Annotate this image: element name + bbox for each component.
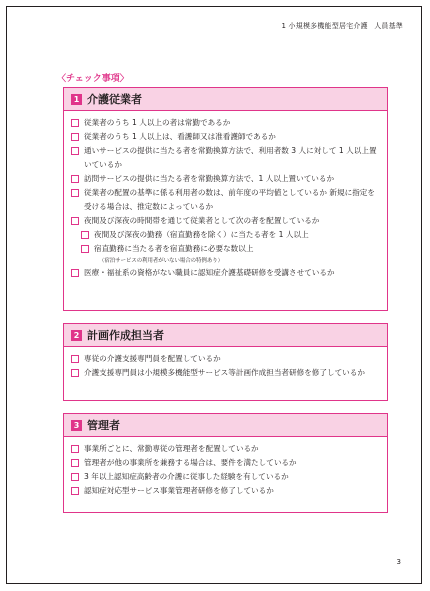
- checklist-item-text: 従業者のうち 1 人以上の者は常勤であるか: [84, 118, 231, 127]
- checklist-item: [71, 366, 381, 380]
- checklist-item: [71, 172, 381, 186]
- section-care-planner: [63, 323, 388, 401]
- document-page: [6, 6, 422, 584]
- section-title-text: 計画作成担当者: [87, 329, 164, 342]
- checklist-item-text: 医療・福祉系の資格がない職員に認知症介護基礎研修を受講させているか: [84, 268, 335, 277]
- checklist-item: [71, 186, 381, 214]
- checklist: [64, 437, 387, 502]
- checklist-item-text: 通いサービスの提供に当たる者を常勤換算方法で、利用者数 3 人に対して 1 人以上置いているか: [84, 146, 377, 169]
- section-number-badge: 1: [71, 94, 82, 105]
- checklist-item: [71, 116, 381, 130]
- section-number-badge: 3: [71, 420, 82, 431]
- checklist-item: [71, 484, 381, 498]
- checklist-item-text: 訪問サービスの提供に当たる者を常勤換算方法で、1 人以上置いているか: [84, 174, 335, 183]
- checklist-item-text: 3 年以上認知症高齢者の介護に従事した経験を有しているか: [84, 472, 289, 481]
- checkbox-icon[interactable]: [71, 147, 79, 155]
- checklist-item: [71, 442, 381, 456]
- header-chapter: 1 小規模多機能型居宅介護: [281, 22, 368, 30]
- checklist-item: [71, 470, 381, 484]
- checkbox-icon[interactable]: [71, 459, 79, 467]
- checklist-item: [71, 130, 381, 144]
- check-items-heading: 〈チェック事項〉: [57, 74, 129, 84]
- checkbox-icon[interactable]: [71, 487, 79, 495]
- page-number: 3: [396, 558, 401, 566]
- checklist-item-text: 夜間及び深夜の時間帯を通じて従業者として次の者を配置しているか: [84, 216, 320, 225]
- checklist-item-text: 管理者が他の事業所を兼務する場合は、要件を満たしているか: [84, 458, 297, 467]
- checkbox-icon[interactable]: [71, 369, 79, 377]
- checkbox-icon[interactable]: [71, 189, 79, 197]
- checklist-item-text: 事業所ごとに、常勤専従の管理者を配置しているか: [84, 444, 259, 453]
- checklist-item: [71, 456, 381, 470]
- checkbox-icon[interactable]: [71, 355, 79, 363]
- checklist-note: （宿泊サービスの利用者がいない場合の特例あり）: [99, 258, 223, 264]
- checklist-item-text: 従業者のうち 1 人以上は、看護師又は准看護師であるか: [84, 132, 276, 141]
- section-title: [64, 88, 387, 111]
- checklist-item: [71, 144, 381, 172]
- checklist-subitem: [71, 242, 381, 256]
- header-topic: 人員基準: [374, 22, 403, 30]
- checkbox-icon[interactable]: [81, 231, 89, 239]
- checklist-item-text: 認知症対応型サービス事業管理者研修を修了しているか: [84, 486, 274, 495]
- section-title-text: 管理者: [87, 419, 120, 432]
- checklist-subitem: [71, 228, 381, 242]
- checklist-item: [71, 266, 381, 280]
- checklist: [64, 111, 387, 284]
- checklist-item-text: 宿直勤務に当たる者を宿直勤務に必要な数以上: [94, 244, 254, 253]
- checkbox-icon[interactable]: [71, 269, 79, 277]
- checklist-item: [71, 352, 381, 366]
- running-header: [277, 21, 403, 31]
- checklist-item: [71, 214, 381, 228]
- section-title-text: 介護従業者: [87, 93, 142, 106]
- checkbox-icon[interactable]: [71, 445, 79, 453]
- checklist: [64, 347, 387, 384]
- section-care-staff: [63, 87, 388, 311]
- section-title: [64, 324, 387, 347]
- checklist-item-text: 夜間及び深夜の勤務（宿直勤務を除く）に当たる者を 1 人以上: [94, 230, 309, 239]
- checkbox-icon[interactable]: [71, 217, 79, 225]
- checklist-item-text: 専従の介護支援専門員を配置しているか: [84, 354, 221, 363]
- checklist-item-text: 介護支援専門員は小規模多機能型サービス等計画作成担当者研修を修了しているか: [84, 368, 365, 377]
- checkbox-icon[interactable]: [71, 119, 79, 127]
- section-title: [64, 414, 387, 437]
- checkbox-icon[interactable]: [71, 133, 79, 141]
- checkbox-icon[interactable]: [81, 245, 89, 253]
- checklist-item-text: 従業者の配置の基準に係る利用者の数は、前年度の平均値としているか 新規に指定を受ける場合は、推定数によっているか: [84, 188, 375, 211]
- checkbox-icon[interactable]: [71, 175, 79, 183]
- checkbox-icon[interactable]: [71, 473, 79, 481]
- section-manager: [63, 413, 388, 513]
- section-number-badge: 2: [71, 330, 82, 341]
